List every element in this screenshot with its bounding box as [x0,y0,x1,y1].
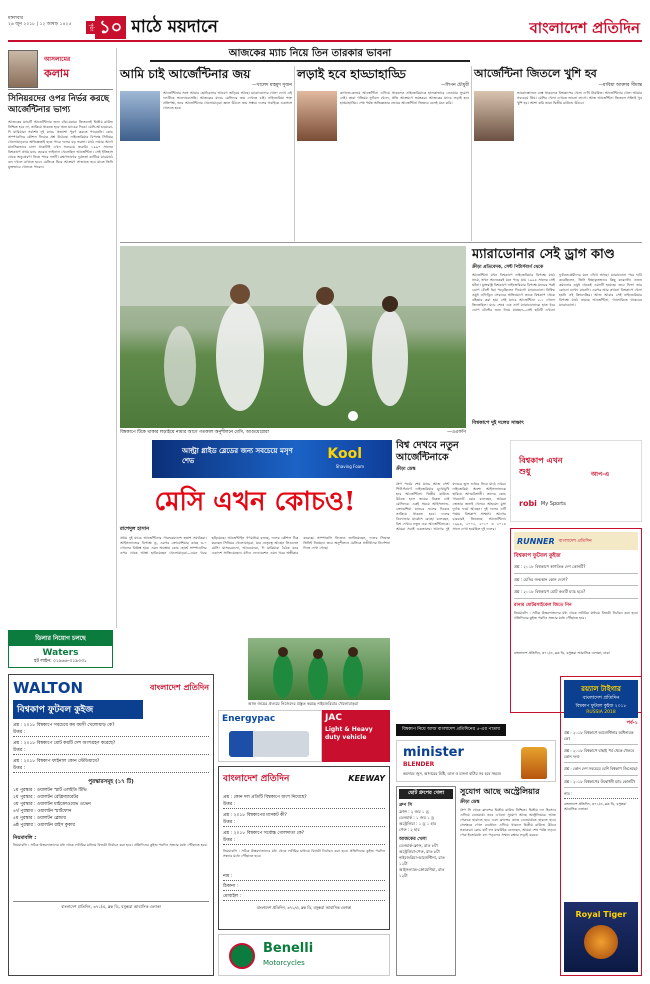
walton-footer: বাংলাদেশ প্রতিদিন, ৩৭১/এ, ব্লক ডি, বসুন্ধরা আবাসিক এলাকা [13,901,209,911]
schedule-line-0: গ্রুপ সি [399,803,413,808]
robi-app: আপ-এ [591,471,610,478]
star-one-body: আর্জেন্টিনার সঙ্গে আমার ছোটবেলার আবেগ জড়িয়ে আছে। ম্যারাডোনার খেলা দেখে এই দলটিকে ভালোবেসেছি। আজকের ম্যাচে মেসিদের জয় দেখতে চাই। নাইজেরিয়া শক্ত প্রতিপক্ষ, তবে আর্জেন্টিনার খেলোয়াড়রা জ্বলে উঠলে জয় সম্ভব। দলের সবাইকে একসঙ্গে খেলতে হবে। [163,91,292,110]
royal-q2: প্রশ্ন : ২০১৮ বিশ্বকাপে বাছাই পর্ব থেকে খেলবে কোন দল? [564,748,635,759]
newspaper-logo: বাংলাদেশ প্রতিদিন [529,19,640,37]
columnist-photo [8,50,38,88]
walton-quiz-title: বিশ্বকাপ ফুটবল কুইজ [13,700,143,719]
schedule-title: ছোট গ্রুপের খেলা [399,789,453,799]
training-photo [120,246,466,428]
page-word: পৃষ্ঠা [88,23,94,32]
australia-story [460,786,556,976]
robi-ad[interactable] [510,440,642,522]
nigeria-headline: বিশ্ব দেখবে নতুন আর্জেন্টিনাকে [396,440,459,463]
photo-credit: —এএফপি [447,430,466,435]
maradona-headline: ম্যারাডোনার সেই ড্রাগ কাণ্ড [472,247,615,262]
mid-quiz [218,766,390,930]
photo-caption-text: বিশ্বকাপে টিকে থাকার লড়াইয়ে নামার আগে গতকাল অনুশীলনে মেসি, আগুয়েরোরা [120,430,269,435]
three-stars-banner: আজকের ম্যাচ নিয়ে তিন তারকার ভাবনা [150,46,470,62]
star-three-photo [474,91,514,141]
star-two-byline: —লিপন চৌধুরী [440,83,469,88]
royal-q1: প্রশ্ন : ২০১৮ বিশ্বকাপে আর্জেন্টিনার অধিনায়ক কে? [564,730,634,741]
maradona-byline: ক্রীড়া প্রতিবেদক, সেন্ট পিটার্সবার্গ থেকে [472,265,544,270]
kool-brand: Kool [327,446,362,462]
dealer-contact: হট লাইন: ০১৯৬৬-৩১৯৩৩১ [34,659,87,664]
schedule-line-5: আজকের খেলা [399,837,427,842]
energypac-brand: Energypac [222,714,276,724]
messi-story [120,526,390,636]
runner-quiz-header [514,532,638,550]
jac-ad[interactable] [322,710,390,762]
jac-brand: JAC [325,713,342,723]
russia-label: RUSSIA 2018 [586,710,616,715]
mid-address-field[interactable]: ঠিকানা : [223,883,385,891]
benelli-ad[interactable] [218,934,390,976]
walton-rules-title: নিয়মাবলি : [13,835,37,841]
runner-q1: প্রশ্ন : ২০১৮ বিশ্বকাপে স্বাগতিক দেশ কোনটি? [514,564,586,569]
star-three-byline: —মাবিয়া আক্তার সীমান্ত [598,83,642,88]
opinion-column [8,48,113,568]
walton-prize-6: ৬ষ্ঠ পুরস্কার : ওয়ালটন রাইস কুকার [13,823,76,828]
energypac-ad[interactable] [218,710,322,762]
page-number: ১০ [95,16,126,39]
masthead-day: মঙ্গলবার [8,16,24,21]
kool-ad[interactable] [152,440,392,478]
waters-brand: Waters [42,648,79,658]
australia-byline: ক্রীড়া ডেস্ক [460,800,480,805]
runner-footer: বাংলাদেশ প্রতিদিন, ৩৭১/এ, ব্লক ডি, বসুন্ধরা আবাসিক এলাকা, ঢাকা [514,650,610,655]
star-two [297,66,469,241]
royal-q4: প্রশ্ন : ২০১৮ বিশ্বকাপের উদ্বোধনী ম্যাচ কোনটি? [564,778,636,784]
star-one [120,66,292,241]
messi-coach-headline: মেসি এখন কোচও! [154,487,356,517]
messi-author: রাশেদুল হাসান [120,526,150,532]
bottom-banner: বিশ্বকাপ নিয়ে আজ বাংলাদেশ প্রতিদিনের ৫-এর পাতায় [396,724,506,736]
mid-q2: প্রশ্ন : ২০১৮ বিশ্বকাপের মাসকট কী? [223,813,287,818]
nigeria-caption: আজ জয়ের প্রত্যয়ে নিজেদের প্রস্তুত করছে নাইজেরিয়ার খেলোয়াড়রা [248,701,359,706]
minister-tagline: কমদামে জুস, আদারের মিষ্টি, ডাল ও মসলা বাটার সব হবে সহজে [403,771,501,776]
robi-logo-block [519,499,566,508]
star-one-photo [120,91,160,141]
walton-a1: উত্তর : [13,729,209,737]
royal-tiger-ad[interactable] [564,902,638,972]
minister-brand: minister [403,745,464,760]
walton-quiz [8,674,214,976]
runner-quiz-title: বিশ্বকাপ ফুটবল কুইজ [514,553,561,559]
kool-tagline: আল্ট্রা গ্লাইড ব্লেডের জন্য সবচেয়ে মসৃণ শেভ [182,447,293,465]
column-body: আজকের ম্যাচটি আর্জেন্টিনার জন্য বাঁচা-মরার। জিতলেই দ্বিতীয় রাউন্ড নিশ্চিত হবে না, তাকিয়ে থাকতে হবে অন্য ম্যাচের দিকে। মেসি-আগুয়েরো-দি মারিয়ারা সর্বশেষ দুই ম্যাচে প্রত্যাশা পূরণ করতে পারেননি। কোচ সাম্পাওলির কৌশল নিয়েও প্রশ্ন উঠেছে। নাইজেরিয়ার বিপক্ষে সিনিয়র খেলোয়াড়দের অভিজ্ঞতাই হতে পারে দলের বড় ভরসা। মাঠে নামার আগে মানসিকভাবে চাঙ্গা থাকাটাই এখন সবচেয়ে জরুরি। ১৯৯০ সালের বিশ্বকাপে প্রথম ম্যাচ হেরেও ফাইনাল খেলেছিল আর্জেন্টিনা। সেই ইতিহাস থেকে অনুপ্রেরণা নিতে পারে দলটি। রক্ষণভাগের দুর্বলতা কাটিয়ে মাঝমাঠে বল দখলে রাখতে হবে। মেসিকে ঘিরে আক্রমণ সাজাতে হবে যাতে তিনি মুক্তভাবে খেলতে পারেন। [8,120,113,169]
star-three-body: ভারোত্তোলনে ব্যস্ত থাকলেও বিশ্বকাপের খেলা দেখি নিয়মিত। আর্জেন্টিনার খেলা আমার সবচেয়ে প্রিয়। মেসির খেলা দেখতে ভালো লাগে। আজ আর্জেন্টিনা জিতলে সত্যিই খুব খুশি হব। আশা করি তারা দ্বিতীয় রাউন্ডে উঠবে। [517,91,642,105]
royal-tiger-brand: Royal Tiger [575,910,627,919]
star-two-headline: লড়াই হবে হাড্ডাহাড্ডি [297,67,406,81]
tiger-icon [584,925,618,959]
maradona-body: আর্জেন্টিনা যখন বিশ্বকাপে নাইজেরিয়ার বিপক্ষে মাঠে নামে, তখন অনেকেরই মনে পড়ে যায় ১৯৯৪ সালের সেই ঘটনা। যুক্তরাষ্ট্র বিশ্বকাপে নাইজেরিয়ার বিপক্ষে ম্যাচের পরই ডোপ টেস্টে ধরা পড়েছিলেন দিয়েগো ম্যারাডোনা। নিষিদ্ধ ওষুধ এফিড্রিন সেবনের অভিযোগে তাকে বিশ্বকাপ থেকে বহিষ্কার করা হয়। সেই ম্যাচে আর্জেন্টিনা ২-১ গোলে জিতেছিল। ম্যাচ শেষে এক নার্স ম্যারাডোনাকে হাত ধরে ডোপ টেস্টের জন্য নিয়ে যাচ্ছেন—সেই ছবিটি এখনো ফুটবলপ্রেমীদের মনে গেঁথে আছে। ম্যারাডোনা পরে দাবি করেছিলেন, তিনি ইচ্ছাকৃতভাবে কিছু করেননি। ওজন কমানোর ওষুধ থেকেই এমনটি হয়েছে। তবে ফিফা তার কোনো ব্যাখ্যা মানেনি। এরপর আর কখনো বিশ্বকাপে খেলা হয়নি এই কিংবদন্তির। আজ আবার সেই নাইজেরিয়ার বিপক্ষে মাঠে নামছে আর্জেন্টিনা, গ্যালারিতে থাকবেন ম্যারাডোনা। [472,273,642,312]
nigeria-story-head [396,440,506,480]
mid-a1: উত্তর : [223,801,385,809]
star-three [474,66,642,241]
star-two-photo [297,91,337,141]
players-illustration [120,246,466,428]
royal-tiger-title: রয়্যাল টাইগার [581,685,621,693]
star-three-headline: আর্জেন্টিনা জিতলে খুশি হব [474,67,597,80]
australia-headline: সুযোগ আছে অস্ট্রেলিয়ার [460,786,540,796]
masthead [8,14,642,42]
benelli-logo-icon [229,943,255,969]
blender-icon [521,747,547,779]
walton-brand: WALTON [13,679,84,697]
walton-sub: বাংলাদেশ প্রতিদিন [150,682,209,692]
star-one-byline: —খালেদ মাহমুদ সুজন [252,83,292,88]
schedule-line-4: পেরু : ২ হার [399,827,420,832]
runner-q3: প্রশ্ন : ২০১৮ বিশ্বকাপে মোট কতটি ম্যাচ হবে? [514,589,586,594]
column-kicker: আসলামের [44,55,71,63]
schedule-line-7: অস্ট্রেলিয়া-পেরু, রাত ৮টা [399,849,440,854]
dealer-title: ডিলার নিয়োগ চলছে [9,631,112,646]
royal-tiger-part: পর্ব-১ [626,720,638,726]
walton-header [13,679,209,697]
walton-prize-5: ৫ম পুরস্কার : ওয়ালটন ব্লেন্ডার [13,816,67,821]
mid-footer: বাংলাদেশ প্রতিদিন, ৩৭১/এ, ব্লক ডি, বসুন্ধরা আবাসিক এলাকা [256,905,352,910]
jac-sub: Light & Heavy duty vehicle [325,726,373,741]
stats-line: বিশ্বকাপে দুই দলের সাক্ষাৎ [472,420,524,426]
photo-caption [120,430,466,436]
walton-prize-4: ৪র্থ পুরস্কার : ওয়ালটন স্মার্টফোন [13,809,72,814]
walton-a2: উত্তর : [13,747,209,755]
walton-prizes-title: পুরস্কারসমূহ (১৭ টি) [88,779,134,785]
benelli-sub: Motorcycles [263,959,305,967]
walton-prize-3: ৩য় পুরস্কার : ওয়ালটন মাইক্রোওয়েভ ওভেন [13,802,91,807]
schedule-line-1: ফ্রান্স : ২ জয় ১ ড্র [399,809,429,814]
star-one-headline: আমি চাই আর্জেন্টিনার জয় [120,67,251,81]
mid-q3: প্রশ্ন : ২০১৮ বিশ্বকাপে সর্বোচ্চ গোলদাতা কে? [223,831,305,836]
column-headline: সিনিয়রদের ওপর নির্ভর করছে আর্জেন্টিনার ভাগ্য [8,94,110,115]
star-two-body: কাগজে-কলমে আর্জেন্টিনা এগিয়ে থাকলেও নাইজেরিয়াকে হালকাভাবে নেওয়ার সুযোগ নেই। তারা গতিময় ফুটবল খেলে, প্রতি আক্রমণে ভয়ংকর। আজকের ম্যাচে লড়াই হবে হাড্ডাহাড্ডি। শেষ পর্যন্ত অভিজ্ঞতার জোরে আর্জেন্টিনা জিতবে বলেই মনে করি। [340,91,469,105]
keeway-brand: KEEWAY [348,774,385,783]
royal-tiger-quiz [560,676,642,976]
royal-footer: বাংলাদেশ প্রতিদিন, ৩৭১/এ, ব্লক ডি, বসুন্ধরা আবাসিক এলাকা [564,802,627,811]
schedule-line-3: অস্ট্রেলিয়া : ১ ড্র ১ হার [399,821,437,826]
nigeria-byline: ক্রীড়া ডেস্ক [396,467,416,472]
mid-name-field[interactable]: নাম : [223,873,385,881]
column-title: কলাম [44,66,70,80]
royal-q3: প্রশ্ন : কোন দেশ সবচেয়ে বেশি বিশ্বকাপ জিতেছে? [564,766,638,771]
royal-tiger-header [564,680,638,718]
walton-a3: উত্তর : [13,765,209,773]
mid-rules: নিয়মাবলি : সঠিক উত্তরদাতাদের মধ্য থেকে লটারির মাধ্যমে বিজয়ী নির্বাচন করা হবে। প্রতিদিনের কুইজ পরদিন সন্ধ্যার মধ্যে পৌঁছাতে হবে। [223,849,385,858]
walton-q2: প্রশ্ন : ২০১৮ বিশ্বকাপে মোট কয়টি দেশ অংশগ্রহণ করেছে? [13,741,116,746]
runner-q2: প্রশ্ন : মেসির জন্মস্থান কোন দেশে? [514,576,568,582]
maradona-story [472,246,642,431]
runner-brand: RUNNER [517,536,555,546]
royal-tiger-sub: বাংলাদেশ প্রতিদিন [582,695,620,701]
section-title: মাঠে ময়দানে [131,17,218,37]
page-number-block [86,16,218,39]
mid-q1: প্রশ্ন : কোন দল প্রতিটি বিশ্বকাপে অংশ নিয়েছে? [223,795,307,800]
masthead-date [8,16,71,28]
messi-body: প্রথম দুই ম্যাচে আর্জেন্টিনার পারফরম্যান্সে হতাশ সমর্থকরা। আইসল্যান্ডের বিপক্ষে ড্র, এরপর ক্রোয়েশিয়ার কাছে ৩-০ গোলের বিধ্বস্ত হার। এমন অবস্থায় কোচ হোর্হে সাম্পাওলির ওপর থেকে আস্থা হারিয়েছেন খেলোয়াড়রা—এমন খবর ছড়িয়েছে। আর্জেন্টাইন গণমাধ্যম বলছে, দলের কৌশল ঠিক করছেন সিনিয়র খেলোয়াড়রা, যার নেতৃত্বে আছেন লিওনেল মেসি। মাসচেরানো, আগুয়েরো, দি মারিয়ারা বৈঠক করে একাদশ সাজিয়েছেন। যদিও ফেডারেশন এমন খবর অস্বীকার করেছে। সাম্পাওলি নিজেও জানিয়েছেন, দলের সিদ্ধান্ত তিনিই নিচ্ছেন। তবে অনুশীলনে মেসিকে সতীর্থদের নির্দেশনা দিতে দেখা গেছে। [120,536,390,555]
nigeria-photo [248,638,390,700]
mid-phone-field[interactable]: মোবাইল : [223,893,385,901]
minister-sub: BLENDER [403,761,435,768]
royal-name-field[interactable]: নাম : [564,791,638,799]
column-head [8,48,113,90]
royal-tiger-quiz: বিশ্বকাপ ফুটবল কুইজ ২০১৮ [575,704,627,709]
mid-a3: উত্তর : [223,837,385,845]
runner-rules: নিয়মাবলি : সঠিক উত্তরদাতাদের মধ্য থেকে লটারির মাধ্যমে বিজয়ী নির্বাচন করা হবে। প্রতিদিনের কুইজ পরদিন সন্ধ্যার মধ্যে পৌঁছাতে হবে। [514,610,638,620]
walton-prize-1: ১ম পুরস্কার : ওয়ালটন স্মার্ট এলইডি টিভি [13,788,87,793]
australia-body: গ্রুপ সি থেকে ফ্রান্সের দ্বিতীয় রাউন্ড নিশ্চিত। দ্বিতীয় দল হিসেবে এগিয়ে ডেনমার্ক। তবে এখনো সুযোগ আছে অস্ট্রেলিয়ার। আজ পেরুকে হারাতে হবে এবং ফ্রান্সের কাছে ডেনমার্ককে হারতে হবে। সেক্ষেত্রে গোল ব্যবধানে এগিয়ে থাকলে দ্বিতীয় রাউন্ডে উঠবে সকারুরা। কোচ বার্ট ফন মারউইক বলেছেন, আমরা শেষ পর্যন্ত লড়ব। পেরু ইতোমধ্যে বাদ পড়লেও সম্মান রক্ষার লড়াই করবে। [460,808,556,837]
walton-q3: প্রশ্ন : ২০১৮ বিশ্বকাপ ফাইনাল কোন স্টেডিয়ামে? [13,759,100,764]
robi-sub: My Sports [540,500,566,507]
dealer-ad[interactable] [8,630,113,668]
walton-prize-2: ২য় পুরস্কার : ওয়ালটন রেফ্রিজারেটর [13,795,79,800]
benelli-brand: Benelli [263,941,314,956]
runner-prize: রানার মোটরসাইকেল জিতে নিন [514,602,572,608]
nigeria-story [396,482,506,722]
schedule-line-2: ডেনমার্ক : ১ জয় ১ ড্র [399,815,434,820]
walton-q1: প্রশ্ন : ২০১৮ বিশ্বকাপে সবচেয়ে কম বয়সী খেলোয়াড় কে? [13,723,115,728]
runner-sub: বাংলাদেশ প্রতিদিন [558,538,592,544]
robi-title: বিশ্বকাপ এখন শুধু [519,456,563,476]
mid-quiz-title: বাংলাদেশ প্রতিদিন [223,774,290,784]
walton-rules-body: নিয়মাবলি : সঠিক উত্তরদাতাদের মধ্য থেকে লটারির মাধ্যমে বিজয়ী নির্বাচন করা হবে। প্রতিদিনের কুইজ পরদিন সন্ধ্যার মধ্যে পৌঁছাতে হবে। [13,843,208,847]
mid-a2: উত্তর : [223,819,385,827]
kool-sub: Shaving Foam [335,464,364,469]
schedule-block [396,786,456,976]
truck-icon [229,731,309,757]
minister-ad[interactable] [396,740,556,782]
nigeria-body: গ্রুপ পর্বের শেষ ম্যাচে আজ সেন্ট পিটার্সবার্গে নাইজেরিয়ার মুখোমুখি হবে আর্জেন্টিনা। দ্বিতীয় রাউন্ডে উঠতে হলে জয়ের বিকল্প নেই মেসিদের। একই সময়ে আইসল্যান্ড-ক্রোয়েশিয়া ম্যাচের ফলের দিকেও তাকিয়ে থাকতে হবে। দলের ডিফেন্ডার মার্কোস রোহো বলেছেন, বিশ্ব দেখবে নতুন এক আর্জেন্টিনাকে। আমরা সবাই একতাবদ্ধ। আগের দুই ম্যাচের ভুল শুধরে নিয়ে মাঠে নামব। নাইজেরিয়া অবশ্য আইসল্যান্ডকে হারিয়ে আত্মবিশ্বাসী। তাদের কোচ গারনোট রোর বলেছেন, আমরা জেতার জন্যই খেলব। আহমেদ মুসা দুর্দান্ত ফর্মে আছেন। দুই দলের এটি পঞ্চম বিশ্বকাপ সাক্ষাৎ। আগের চারবারই জিতেছে আর্জেন্টিনা। ১৯৯৪, ২০০২, ২০১০ ও ২০১৪ সালে দেখা হয়েছিল দুই দলের। [396,482,506,531]
schedule-line-6: ডেনমার্ক-ফ্রান্স, রাত ৮টা [399,843,438,848]
masthead-date-text: ২৬ জুন ২০১৮ | ১২ আষাঢ় ১৪২৫ [8,22,72,27]
schedule-line-9: আইসল্যান্ড-ক্রোয়েশিয়া, রাত ১২টা [399,867,445,878]
schedule-line-8: নাইজেরিয়া-আর্জেন্টিনা, রাত ১২টা [399,855,445,866]
robi-brand: robi [519,499,537,508]
